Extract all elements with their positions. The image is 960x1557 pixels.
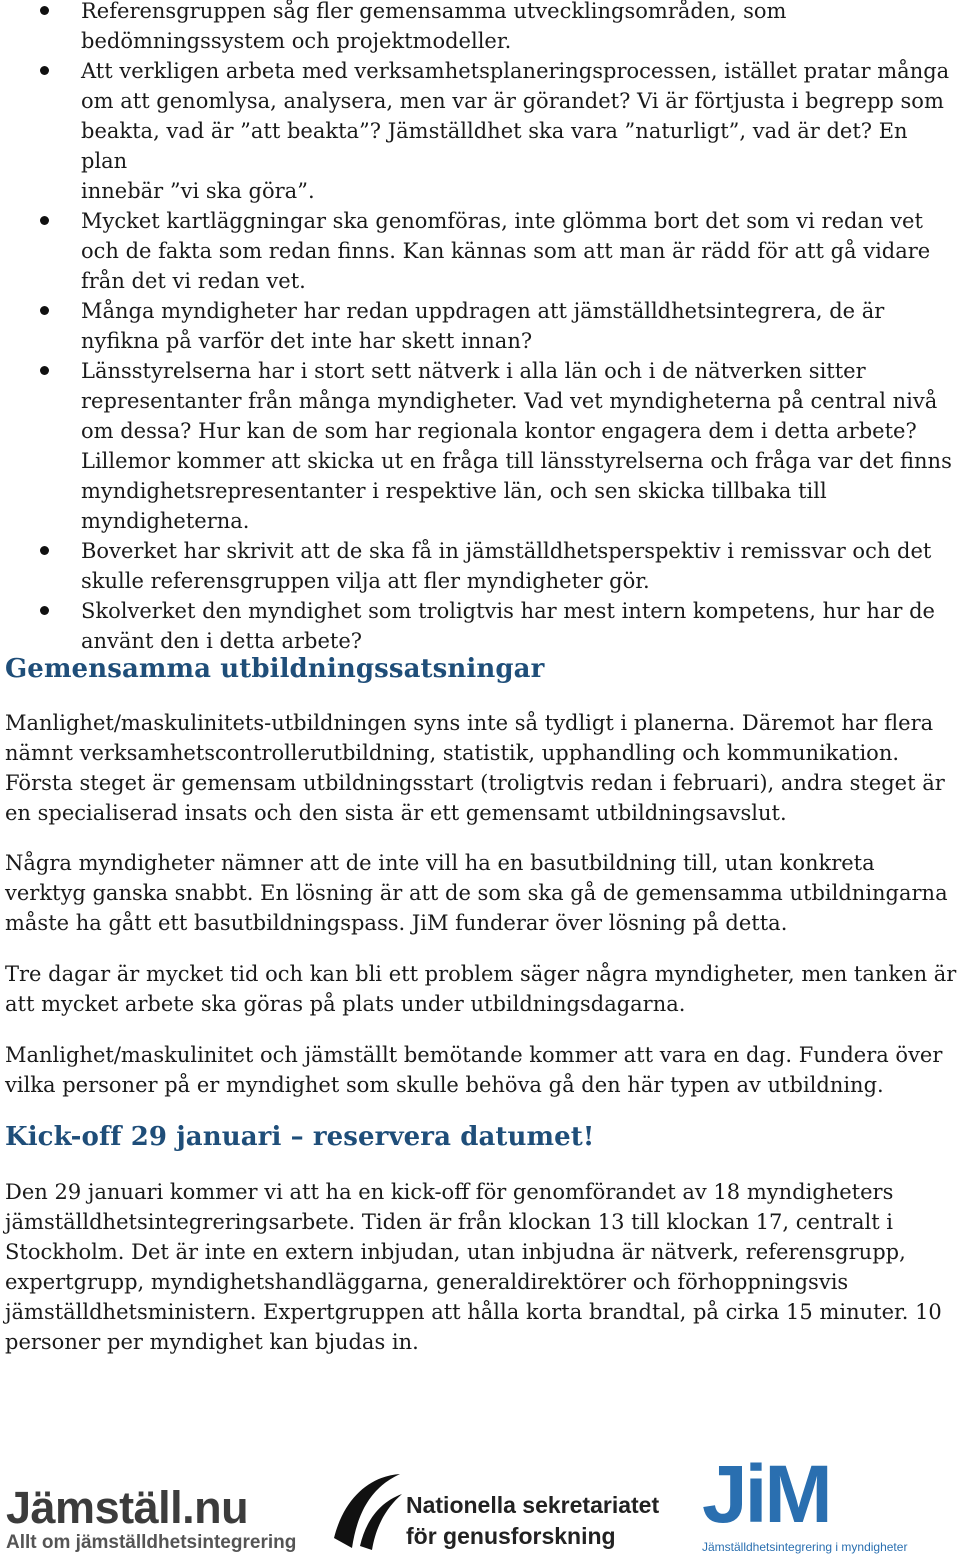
bullet-line: om dessa? Hur kan de som har regionala kontor engagera dem i detta arbete?: [81, 419, 917, 443]
bullet-line: Att verkligen arbeta med verksamhetsplaneringsprocessen, istället pratar många: [81, 59, 950, 83]
logo-title: JiM: [702, 1449, 830, 1540]
bullet-dot-icon: [40, 366, 49, 375]
logo-title: Jämställ.nu: [6, 1482, 249, 1533]
bullet-item: [0, 356, 960, 536]
bullet-line: myndighetsrepresentanter i respektive län, och sen skicka tillbaka till: [81, 479, 827, 503]
bullet-item: [0, 206, 960, 296]
bullet-line: Lillemor kommer att skicka ut en fråga till länsstyrelserna och fråga var det finns: [81, 449, 952, 473]
logo-subtitle: Jämställdhetsintegrering i myndigheter: [702, 1540, 908, 1554]
bullet-line: Referensgruppen såg fler gemensamma utvecklingsområden, som: [81, 0, 787, 23]
footer-logos: [0, 1450, 960, 1557]
bullet-item: [0, 296, 960, 356]
paragraph: Tre dagar är mycket tid och kan bli ett problem säger några myndigheter, men tanken är att mycket arbete ska göras på plats under utbildningsdagarna.: [5, 962, 957, 1016]
bullet-dot-icon: [40, 6, 49, 15]
bullet-line: Mycket kartläggningar ska genomföras, inte glömma bort det som vi redan vet: [81, 209, 923, 233]
jamstall-nu-logo: [6, 1484, 326, 1554]
bullet-item: [0, 56, 960, 206]
bullet-line: Skolverket den myndighet som troligtvis har mest intern kompetens, hur har de: [81, 599, 935, 623]
bullet-line: om att genomlysa, analysera, men var är görandet? Vi är förtjusta i begrepp som: [81, 89, 944, 113]
bullet-item: [0, 536, 960, 596]
bullet-item: [0, 596, 960, 656]
paragraph: Manlighet/maskulinitet och jämställt bemötande kommer att vara en dag. Fundera över vilka personer på er myndighet som skulle behöva gå den här typen av utbildning.: [5, 1043, 943, 1097]
section-heading-kickoff: Kick-off 29 januari – reservera datumet!: [5, 1122, 595, 1152]
logo-line2: för genusforskning: [406, 1523, 616, 1549]
bullet-line: representanter från många myndigheter. Vad vet myndigheterna på central nivå: [81, 389, 938, 413]
bullet-line: från det vi redan vet.: [81, 269, 306, 293]
bullet-line: beakta, vad är ”att beakta”? Jämställdhet ska vara ”naturligt”, vad är det? En plan: [81, 119, 908, 173]
bullet-line: använt den i detta arbete?: [81, 629, 363, 653]
bullet-dot-icon: [40, 306, 49, 315]
bullet-list: [0, 0, 960, 656]
bullet-line: Boverket har skrivit att de ska få in jämställdhetsperspektiv i remissvar och det: [81, 539, 932, 563]
bullet-line: Länsstyrelserna har i stort sett nätverk i alla län och i de nätverken sitter: [81, 359, 866, 383]
paragraph: Den 29 januari kommer vi att ha en kick-off för genomförandet av 18 myndigheters jämställdhetsintegreringsarbete. Tiden är från klockan 13 till klockan 17, centralt i Stockholm. Det är inte en extern inbjudan, utan inbjudna är nätverk, referensgrupp, expertgrupp, myndighetshandläggarna, generaldirektörer och förhoppningsvis jämställdhetsministern. Expertgruppen att hålla korta brandtal, på cirka 15 minuter. 10 personer per myndighet kan bjudas in.: [5, 1180, 942, 1354]
bullet-line: och de fakta som redan finns. Kan kännas som att man är rädd för att gå vidare: [81, 239, 931, 263]
genus-sekretariat-logo: [330, 1468, 690, 1553]
bullet-line: myndigheterna.: [81, 509, 250, 533]
bullet-line: skulle referensgruppen vilja att fler myndigheter gör.: [81, 569, 650, 593]
bullet-dot-icon: [40, 606, 49, 615]
bullet-line: nyfikna på varför det inte har skett innan?: [81, 329, 533, 353]
bullet-item: [0, 0, 960, 56]
bullet-dot-icon: [40, 66, 49, 75]
bullet-dot-icon: [40, 216, 49, 225]
paragraph: Manlighet/maskulinitets-utbildningen syns inte så tydligt i planerna. Däremot har flera nämnt verksamhetscontrollerutbildning, statistik, upphandling och kommunikation. Första steget är gemensam utbildningsstart (troligtvis redan i februari), andra steget är en specialiserad insats och den sista är ett gemensamt utbildningsavslut.: [5, 711, 945, 825]
jim-logo: [700, 1449, 958, 1554]
bullet-line: bedömningssystem och projektmodeller.: [81, 29, 512, 53]
paragraph: Några myndigheter nämner att de inte vill ha en basutbildning till, utan konkreta verktyg ganska snabbt. En lösning är att de som ska gå de gemensamma utbildningarna måste ha gått ett basutbildningspass. JiM funderar över lösning på detta.: [5, 851, 948, 935]
section-heading-utbildning: Gemensamma utbildningssatsningar: [5, 654, 545, 684]
bullet-line: Många myndigheter har redan uppdragen att jämställdhetsintegrera, de är: [81, 299, 885, 323]
logo-line1: Nationella sekretariatet: [406, 1492, 660, 1518]
logo-subtitle: Allt om jämställdhetsintegrering: [6, 1532, 297, 1553]
bullet-dot-icon: [40, 546, 49, 555]
bullet-line: innebär ”vi ska göra”.: [81, 179, 315, 203]
swirl-mark-icon: [330, 1468, 404, 1553]
